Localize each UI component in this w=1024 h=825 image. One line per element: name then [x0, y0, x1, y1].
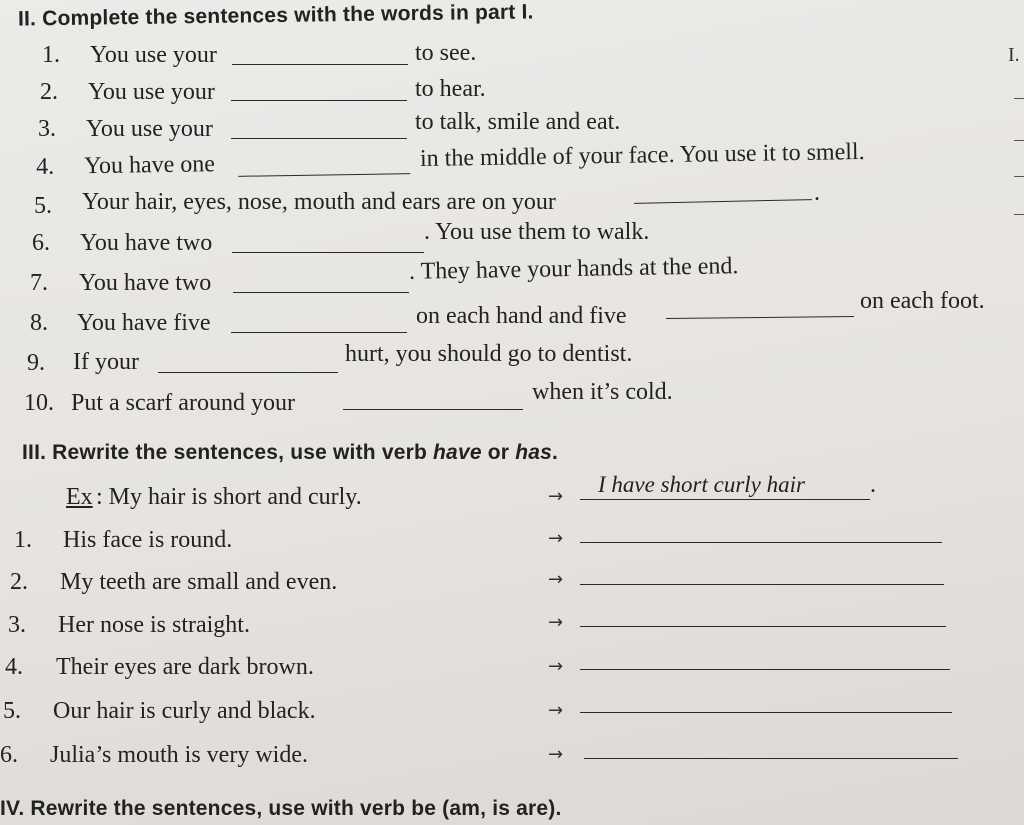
- answer-blank[interactable]: [231, 332, 407, 333]
- arrow-icon: →: [548, 569, 564, 590]
- arrow-icon: →: [548, 700, 564, 721]
- item-number: 6.: [0, 742, 18, 768]
- answer-blank[interactable]: [343, 409, 523, 410]
- arrow-icon: →: [548, 528, 564, 549]
- margin-tick: [1014, 140, 1024, 141]
- item-number: 2.: [10, 569, 28, 595]
- example-end: .: [870, 472, 876, 498]
- heading-text: III. Rewrite the sentences, use with verb: [22, 441, 434, 464]
- item-text-after: . You use them to walk.: [424, 219, 650, 245]
- item-text-after: to hear.: [415, 76, 486, 102]
- item-number: 5.: [3, 698, 21, 724]
- example-answer-underline: [580, 499, 870, 500]
- item-text: His face is round.: [63, 527, 233, 553]
- item-text-after: to see.: [415, 40, 477, 66]
- item-text-before: If your: [73, 349, 139, 375]
- item-number: 9.: [27, 350, 45, 376]
- arrow-icon: →: [548, 612, 564, 633]
- item-text-before: You have five: [77, 310, 211, 336]
- margin-tick: [1014, 98, 1024, 99]
- answer-blank[interactable]: [634, 199, 812, 204]
- example-label: Ex: [66, 484, 93, 510]
- item-text-before: You have one: [83, 151, 216, 180]
- item-text-after: hurt, you should go to dentist.: [345, 341, 633, 367]
- answer-blank[interactable]: [666, 316, 854, 319]
- arrow-icon: →: [548, 486, 564, 507]
- item-text-middle: on each hand and five: [416, 303, 627, 329]
- answer-blank[interactable]: [238, 173, 410, 177]
- item-text: Their eyes are dark brown.: [56, 654, 314, 680]
- item-number: 1.: [42, 42, 60, 68]
- item-text: My teeth are small and even.: [60, 569, 338, 595]
- heading-verb-has: has: [515, 441, 552, 464]
- item-text-before: Your hair, eyes, nose, mouth and ears are on your: [82, 189, 556, 215]
- item-text-before: You have two: [80, 230, 213, 256]
- item-text: Julia’s mouth is very wide.: [50, 742, 308, 768]
- item-number: 6.: [32, 230, 50, 256]
- item-text: Our hair is curly and black.: [53, 698, 316, 724]
- answer-blank[interactable]: [232, 64, 408, 65]
- answer-blank[interactable]: [233, 292, 409, 293]
- arrow-icon: →: [548, 744, 564, 765]
- section-4-heading: IV. Rewrite the sentences, use with verb be (am, is are).: [0, 797, 562, 820]
- arrow-icon: →: [548, 656, 564, 677]
- item-number: 5.: [34, 193, 52, 219]
- heading-verb-have: have: [433, 441, 482, 464]
- heading-text: .: [551, 441, 559, 464]
- item-number: 1.: [14, 527, 32, 553]
- example-answer: I have short curly hair: [598, 472, 805, 497]
- item-number: 3.: [38, 116, 56, 142]
- item-text-before: You use your: [88, 79, 215, 105]
- item-number: 2.: [40, 79, 58, 105]
- section-2-heading: II. Complete the sentences with the words in part I.: [17, 0, 534, 31]
- item-number: 3.: [8, 612, 26, 638]
- answer-blank[interactable]: [231, 138, 407, 139]
- item-text-after: when it’s cold.: [532, 379, 673, 405]
- answer-blank[interactable]: [584, 758, 958, 759]
- margin-tick: [1014, 214, 1024, 215]
- item-text-before: You use your: [90, 42, 217, 68]
- item-text-after: .: [814, 180, 820, 206]
- answer-blank[interactable]: [158, 372, 338, 373]
- answer-blank[interactable]: [232, 252, 424, 253]
- item-number: 8.: [30, 310, 48, 336]
- answer-blank[interactable]: [580, 669, 950, 670]
- example-sentence: : My hair is short and curly.: [96, 484, 362, 510]
- answer-blank[interactable]: [580, 542, 942, 543]
- answer-blank[interactable]: [580, 584, 944, 585]
- item-text-after: on each foot.: [860, 288, 985, 314]
- item-text-before: You have two: [79, 270, 212, 296]
- answer-blank[interactable]: [580, 626, 946, 627]
- item-text-after: to talk, smile and eat.: [415, 109, 621, 135]
- section-3-heading: [22, 441, 558, 465]
- answer-blank[interactable]: [580, 712, 952, 713]
- item-text-before: Put a scarf around your: [71, 390, 295, 416]
- item-number: 4.: [5, 654, 23, 680]
- item-text-after: in the middle of your face. You use it to smell.: [419, 138, 865, 172]
- item-number: 10.: [24, 390, 54, 416]
- item-text-after: . They have your hands at the end.: [408, 253, 739, 285]
- item-number: 4.: [35, 153, 55, 180]
- margin-section-mark: I.: [1008, 44, 1020, 66]
- item-text-before: You use your: [86, 116, 213, 142]
- item-text: Her nose is straight.: [58, 612, 250, 638]
- margin-tick: [1014, 176, 1024, 177]
- answer-blank[interactable]: [231, 100, 407, 101]
- heading-text: or: [481, 441, 516, 464]
- item-number: 7.: [30, 270, 48, 296]
